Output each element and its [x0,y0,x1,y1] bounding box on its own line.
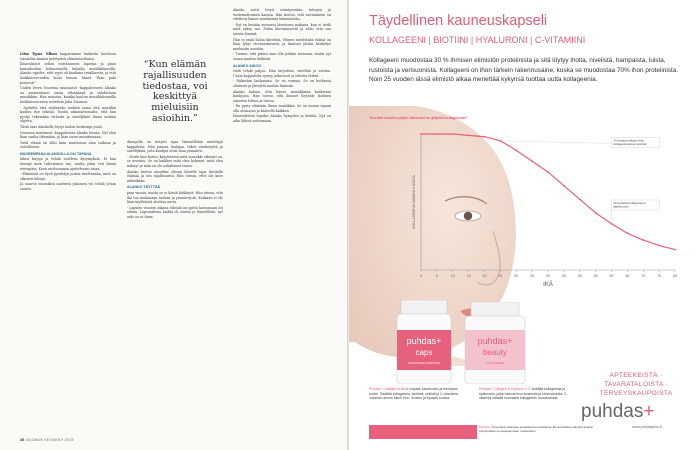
article-paragraph: Alangolla on tietysti sijaa lämmöllekin mietittyjä kappaleita. Hän painaa laulajaa, tekee studiotyötä ja sävellyksiä, joita kuulijat eivät aina ymmärrä. [127,140,223,154]
chart-x-tick-label: 10 [450,274,455,278]
article-column-1 [20,52,116,193]
chart-data-point [484,136,486,138]
article-paragraph: pian vuosia, mutta se ei häntä hätkäytä. Hän toteaa, että ikä tuo mukanaan rauhaa ja ymmärrystä. Koskaan ei ole liian myöhäistä aloittaa uutta. [127,190,223,205]
product-caption-caps [369,387,461,401]
chart-data-point [658,245,660,247]
brand-url[interactable]: www.puhdasplus.fi [632,425,662,429]
chart-x-tick-label: 70 [641,274,646,278]
ad-subheadline: KOLLAGEENI | BIOTIINI | HYALURONI | C-VITAMIINI [369,35,586,45]
article-paragraph: - Ajattelin että voidaanko maksta sama että musiikin kuuluu itse sekeää. Tuntui uskomattomalta, että hän pystyi tekemään virheitä ja sävellyksiä ilman mitään ohjetta. [20,105,116,124]
article-paragraph: Ilmavuksisti sellon esittämiseen lapsena ja piani kansakoulun kohusensella kuhalla musiikkikaralla. Alanko epäilee, että syysi oli kaukana tavallisesta, ja että luokkatovereiden laulu lumosi hänet "ihan pala peneesti". [20,62,116,85]
chart-x-tick-label: 15 [466,274,471,278]
magazine-name: GLOBUS KEVÄKKY 2019 [25,438,74,442]
article-paragraph: vielä tehdä paljon. Hän kirjoittaa, säveltää ja soittaa. Uusia kappaleita syntyy jatkuvasti ja ideoita riittää. [233,69,331,78]
caps-bottle [395,300,453,384]
article-paragraph: Uuden levyn Nuorena muistanut -kappaleeseen Alanko on ammentanut omaa elämäänsä ja suhdettaan musiikkiin. Hän muistaa, kuinka koulun musiikkitunnilla luokkatovereista soitettiin Juha Maunoa. [20,86,116,104]
product-desc-beauty: sisältää kollageenia ja hyaluronia, jotka tukevat ihon kosteutta ja kimmoisuutta. C-vitamiini edistää normaalia kollageenin muodostusta. [479,387,568,400]
page-footer [20,438,74,442]
article-paragraph: - Elämässä on hyvä pysähtyä joskus miettimään, mitä on oikeasti tehnyt. [20,172,116,181]
beauty-bottle-sub: KOLLAGEENI [485,361,505,365]
pull-quote: “Kun elämän rajallisuuden tiedostaa, voi keskittyä mieluisiin asioihin.” [142,59,208,124]
disclaimer-brand: Puhdas+ [479,425,491,429]
product-desc-caps: kapseli kauneuden ja terveyden tueksi. Sisältää kollageenia, biotiinia, sinkkiä ja C-vitamiinia. Jokainen annos tukee ihon, hiusten ja kynsien kuntoa. [369,387,459,400]
chart-data-point [626,232,628,234]
ad-disclaimer [479,425,599,433]
article-paragraph: - Rakastan laulamista. Se on voimaa. Se on hetkessä olemista ja yhteyttä muihin ihmisiin. [233,79,331,88]
article-paragraph: Vielä elämä on ollut kuin muistoissa aina vaikeaa ja vaivalloista. [20,140,116,150]
article-paragraph: - Tuntuu, että pitäisi aina olla jotakin menossa, mutta nyt osaan nauttia hetkistä. [233,52,331,61]
article-paragraph: Tästä taas Alankolle löytyi laulun herkempi puoli. [20,124,103,129]
page-number: 26 [20,438,25,442]
section-subheading: ALANKO AIKOO [233,63,262,68]
article-paragraph: Nuorena muistanut -kappaleessa Alanko toteaa: Nyt olen liian vanha itkemään, ja liian nuori muuttumaan. [20,130,116,140]
chart-y-label: KOLLAGEENIN MÄÄRÄ IHOSSA [412,175,416,229]
chart-data-point [563,185,565,187]
chart-x-tick-label: 45 [561,274,566,278]
article-paragraph: lukea kirjoja ja tehdä itselleen kysymyksiä. Ei hän tiennyt mitä tulevaisuus tuo, mutta jokin veti häntä eteenpäin. Koen mieluummin ajattelevani asiaa. [20,157,116,171]
article-paragraph: Hän ei enää halua kiirehtiä. Hänen mielestään elämä on liian lyhyt stressaamiseen, ja ihmisen pitäisi keskittyä mieluisiin asioihin. [233,37,331,51]
chart-annotation-text: 20-vuotiaana alkaen iholta kollageenia katoaa vuosittain [613,139,647,146]
chart-data-point [515,149,517,151]
article-paragraph: - Lapsien vuosien aikana elämää on opittu katsomaan eri silmin. Lapsuudessa kaikki oli suurta ja ihmeellistä, nyt arki on se ihme. [127,205,223,219]
product-name-caps: Puhdas+ Collagen & Biotin [369,387,410,391]
product-name-beauty: Puhdas+ Collagen & Hyaluron + C [479,387,531,391]
article-paragraph: - En pysty elämään ilman musiikkia. Se on minun tapani olla olemassa ja käsitellä kaikkea. [233,104,331,113]
chart-data-point [468,134,470,136]
chart-data-point [420,133,422,135]
article-paragraph: - Mutta kun kertoo kysyttäessä mitä musiikki oikeasti on, se avautuu. Se on kaikkea mitä olen kokenut, mitä olen nähnyt ja mitä en ole uskaltanut sanoa. [127,154,223,168]
beauty-bottle-line: beauty [482,348,508,357]
caps-bottle-brand: puhdas+ [406,336,442,346]
chart-x-tick-label: 25 [498,274,503,278]
chart-x-tick-label: 5 [435,274,438,278]
article-paragraph: Alanko kertoo musiikin olevan hänelle tapa käsitellä elämää ja sen rajallisuutta. Hän toteaa, ettei ole kiire mihinkään. [127,169,223,183]
chart-x-tick-label: 60 [609,274,614,278]
retail-banner: APTEEKEISTÄ · TAVARATALOISTA · TERVEYSKAUPOISTA [599,372,673,397]
brand-logo-text: puhdas [581,401,644,422]
chart-data-point [547,171,549,173]
ad-headline: Täydellinen kauneuskapseli [369,13,548,29]
chart-x-tick-label: 55 [593,274,598,278]
caps-bottle-line: caps [415,348,433,357]
chart-x-label: IKÄ [543,282,553,288]
chart-x-tick-label: 20 [482,274,487,278]
chart-x-tick-label: 40 [546,274,550,278]
article-column-3 [233,8,331,125]
chart-x-tick-label: 50 [577,274,582,278]
chart-data-point [452,133,454,135]
beauty-bottle [463,302,527,384]
beauty-bottle-brand: puhdas+ [477,336,513,346]
chart-data-point [436,133,438,135]
brand-logo-plus: + [643,401,655,422]
disclaimer-text: Tervetuloa ottamaan tuotteistamme lisätietoa. Ei ravintolisien käyttöä aineksi monipuolisen ja tasapainoisen ruokavalion. [479,425,593,434]
chart-data-point [595,212,597,214]
section-subheading: NUOREMPANA ALANGOLLA OLI TAPANA [20,151,92,156]
collagen-chart [401,124,681,290]
right-page-advertisement [349,0,696,450]
chart-x-tick-label: 75 [657,274,662,278]
chart-x-tick-label: 30 [514,274,519,278]
article-paragraph: Haastattelun lopuksi Alanko hymyilee ja kiittää. Nyt on aika lähteä soittamaan. [233,114,331,124]
chart-annotation-leader [500,141,611,144]
chart-x-tick-label: 80 [673,274,677,278]
article-paragraph: Alanko soitti levyä esiintyessään tuttujen ja tuntemattomien kanssa. Hän kertoo, että soittaminen on edelleen hänen mieluisinta tekemistään. [233,8,331,22]
chart-data-point [579,198,581,200]
chart-title: Tiesitkö kuinka paljon ihossasi on jäljellä kollageenia? [369,116,468,120]
chart-x-tick-label: 35 [530,274,535,278]
lead-name: Liisa Tyyne Nikon [20,52,57,56]
chart-x-tick-label: 0 [420,274,422,278]
product-caption-beauty [479,387,579,401]
pink-accent-bar [369,425,477,439]
article-column-2 [127,140,223,221]
chart-data-point [642,239,644,241]
article-paragraph: Liisa Tyyne Nikon kaipaisimme kaikesta huoltoon vieraiden kanssa pidetyissä elämäntaidoissa. [20,52,116,61]
left-page [0,0,347,450]
ad-intro-text: Kollageeni muodostaa 30 % ihmisen elimistön proteiinista ja sitä löytyy iholta, nivelistä, hampaista, luista, rustoista ja verisuonista. Kollageeni on ihon tärkein rakennusaine, koska se muodostaa 70% ihon proteiinista. Noin 25 vuoden iässä elimistö alkaa menettää kykynsä tuottaa uutta kollageenia. [369,57,679,84]
article-paragraph: - Nyt on kesään menossa kiertueen mukana, kun ei tiedä mitä syksy tuo. Pidän kiertämisestä ja siitä, että saa tavata ihmisiä. [233,22,331,36]
chart-series-line [421,134,675,250]
chart-x-tick-label: 65 [625,274,630,278]
article-paragraph: Ja suuren muusikon mielestä jokainen voi tehdä jotain suurta. [20,182,116,192]
chart-data-point [674,249,676,251]
article-paragraph: Alanko haluaa, että hänen musiikkinsa koskettaa kuulijoita. Hän toivoo, että ihmiset löytävät laulujen sanoista lohtua ja toivoa. [233,89,331,103]
brand-logo [581,401,654,423]
chart-data-point [531,160,533,162]
caps-bottle-sub: HYALURONI & BIOTIINI [407,361,441,365]
chart-annotation-text: 60-vuotiaana kollageenia on jäljellä puolet [613,202,646,209]
section-subheading: ALANKO TÄYTTÄÄ [127,185,161,190]
